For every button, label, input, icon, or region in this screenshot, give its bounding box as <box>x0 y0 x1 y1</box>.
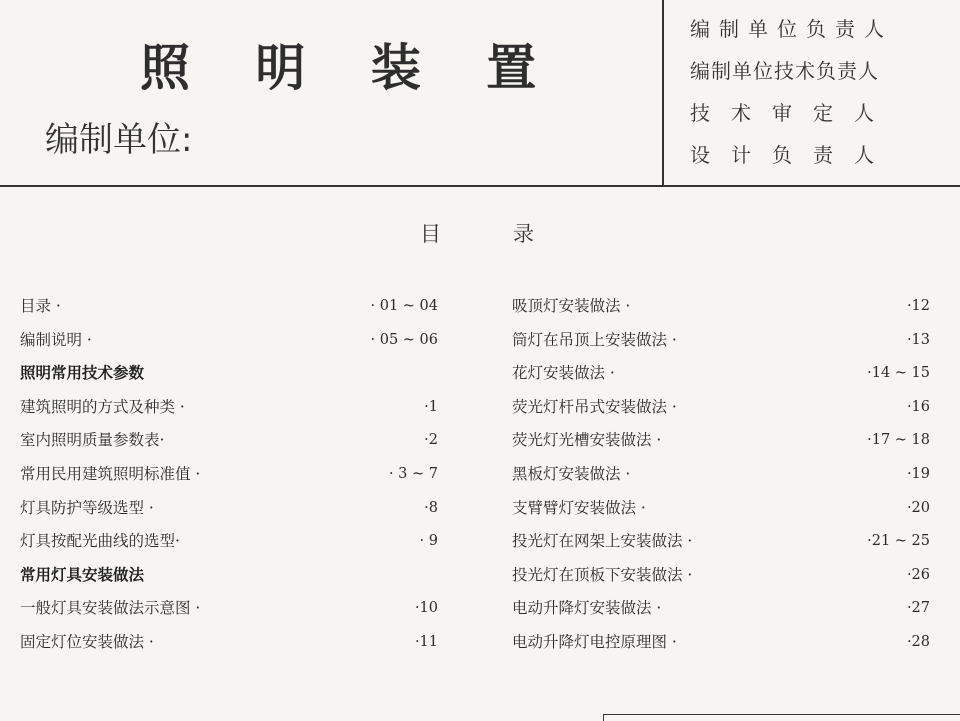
toc-entry[interactable] <box>512 458 930 492</box>
toc-entry[interactable] <box>512 559 930 593</box>
toc-entry-page: ·13 <box>906 331 930 348</box>
toc-entry-page: ·26 <box>906 566 930 583</box>
role-technical-reviewer: 技术审定人 <box>690 101 895 125</box>
toc-entry[interactable] <box>20 391 438 425</box>
toc-left-column <box>20 290 438 660</box>
role-design-head: 设计负责人 <box>690 143 895 167</box>
toc-entry-page: · 05 ~ 06 <box>370 331 438 348</box>
toc-entry-label: 投光灯在顶板下安装做法 · <box>512 565 693 584</box>
toc-entry-page: ·12 <box>906 298 930 314</box>
toc-entry-page: · 9 <box>419 533 438 550</box>
toc-entry-page: ·1 <box>424 398 438 415</box>
toc-entry[interactable] <box>512 391 930 425</box>
page-title: 照 明 装 置 <box>140 39 561 97</box>
toc-entry[interactable] <box>512 525 930 559</box>
toc-entry-label: 荧光灯光槽安装做法 · <box>512 431 662 450</box>
toc-entry[interactable] <box>20 424 438 458</box>
toc-entry-label: 常用民用建筑照明标准值 · <box>20 464 201 483</box>
toc-entry-page: ·19 <box>906 465 930 482</box>
toc-entry-label: 电动升降灯电控原理图 · <box>512 632 677 651</box>
toc-entry-label: 目录 · <box>20 297 61 315</box>
toc-entry[interactable] <box>20 290 438 324</box>
toc-entry[interactable] <box>20 592 438 626</box>
toc-entry-page: · 3 ~ 7 <box>388 465 438 482</box>
toc-entry-label: 一般灯具安装做法示意图 · <box>20 599 201 618</box>
toc-entry[interactable] <box>512 324 930 358</box>
toc-entry-page: ·28 <box>906 633 930 650</box>
toc-entry-page: ·16 <box>906 398 930 415</box>
toc-entry-page: ·8 <box>424 499 438 516</box>
toc-entry-page: ·17 ~ 18 <box>867 432 930 449</box>
toc-entry-label: 吸顶灯安装做法 · <box>512 297 631 315</box>
toc-entry-page: · 01 ~ 04 <box>370 298 438 314</box>
toc-entry-page: ·14 ~ 15 <box>867 365 930 382</box>
header-vertical-divider <box>662 0 664 186</box>
toc-entry-label: 室内照明质量参数表· <box>20 431 165 450</box>
toc-entry-page: ·10 <box>414 600 438 617</box>
toc-section-heading <box>20 357 438 391</box>
toc-title-part2: 录 <box>513 222 534 246</box>
toc-entry-label: 灯具按配光曲线的选型· <box>20 532 180 551</box>
toc-entry-page: ·2 <box>424 432 438 449</box>
toc-right-column <box>512 290 930 660</box>
toc-entry-page: ·20 <box>906 499 930 516</box>
toc-section-heading <box>20 559 438 593</box>
header-divider <box>0 185 960 187</box>
toc-entry[interactable] <box>512 492 930 526</box>
toc-entry-label: 固定灯位安装做法 · <box>20 632 154 651</box>
toc-section-label: 常用灯具安装做法 <box>20 565 145 584</box>
signature-roles <box>690 8 895 176</box>
toc-entry-label: 荧光灯杆吊式安装做法 · <box>512 397 677 416</box>
toc-entry-label: 编制说明 · <box>20 330 92 349</box>
toc-entry[interactable] <box>20 324 438 358</box>
toc-entry-page: ·27 <box>906 600 930 617</box>
toc-entry-label: 花灯安装做法 · <box>512 364 615 383</box>
toc-title-part1: 目 <box>420 222 441 246</box>
toc-entry-page: ·21 ~ 25 <box>867 533 930 550</box>
toc-entry-label: 黑板灯安装做法 · <box>512 464 631 483</box>
toc-entry-page: ·11 <box>414 633 438 650</box>
toc-entry[interactable] <box>512 592 930 626</box>
toc-entry[interactable] <box>512 357 930 391</box>
toc-entry-label: 投光灯在网架上安装做法 · <box>512 532 693 551</box>
toc-entry[interactable] <box>20 492 438 526</box>
toc-entry[interactable] <box>20 626 438 660</box>
toc-entry-label: 建筑照明的方式及种类 · <box>20 397 185 416</box>
toc-entry[interactable] <box>512 424 930 458</box>
toc-entry-label: 支臂臂灯安装做法 · <box>512 498 646 517</box>
toc-entry[interactable] <box>20 525 438 559</box>
toc-section-label: 照明常用技术参数 <box>20 364 145 383</box>
toc-entry[interactable] <box>20 458 438 492</box>
toc-entry-label: 电动升降灯安装做法 · <box>512 599 662 618</box>
toc-entry[interactable] <box>512 626 930 660</box>
toc-entry-label: 筒灯在吊顶上安装做法 · <box>512 330 677 349</box>
toc-entry[interactable] <box>512 290 930 324</box>
role-unit-head: 编制单位负责人 <box>690 17 893 41</box>
compiling-unit-label: 编制单位: <box>45 120 193 160</box>
toc-entry-label: 灯具防护等级选型 · <box>20 498 154 517</box>
role-technical-head: 编制单位技术负责人 <box>690 59 879 83</box>
